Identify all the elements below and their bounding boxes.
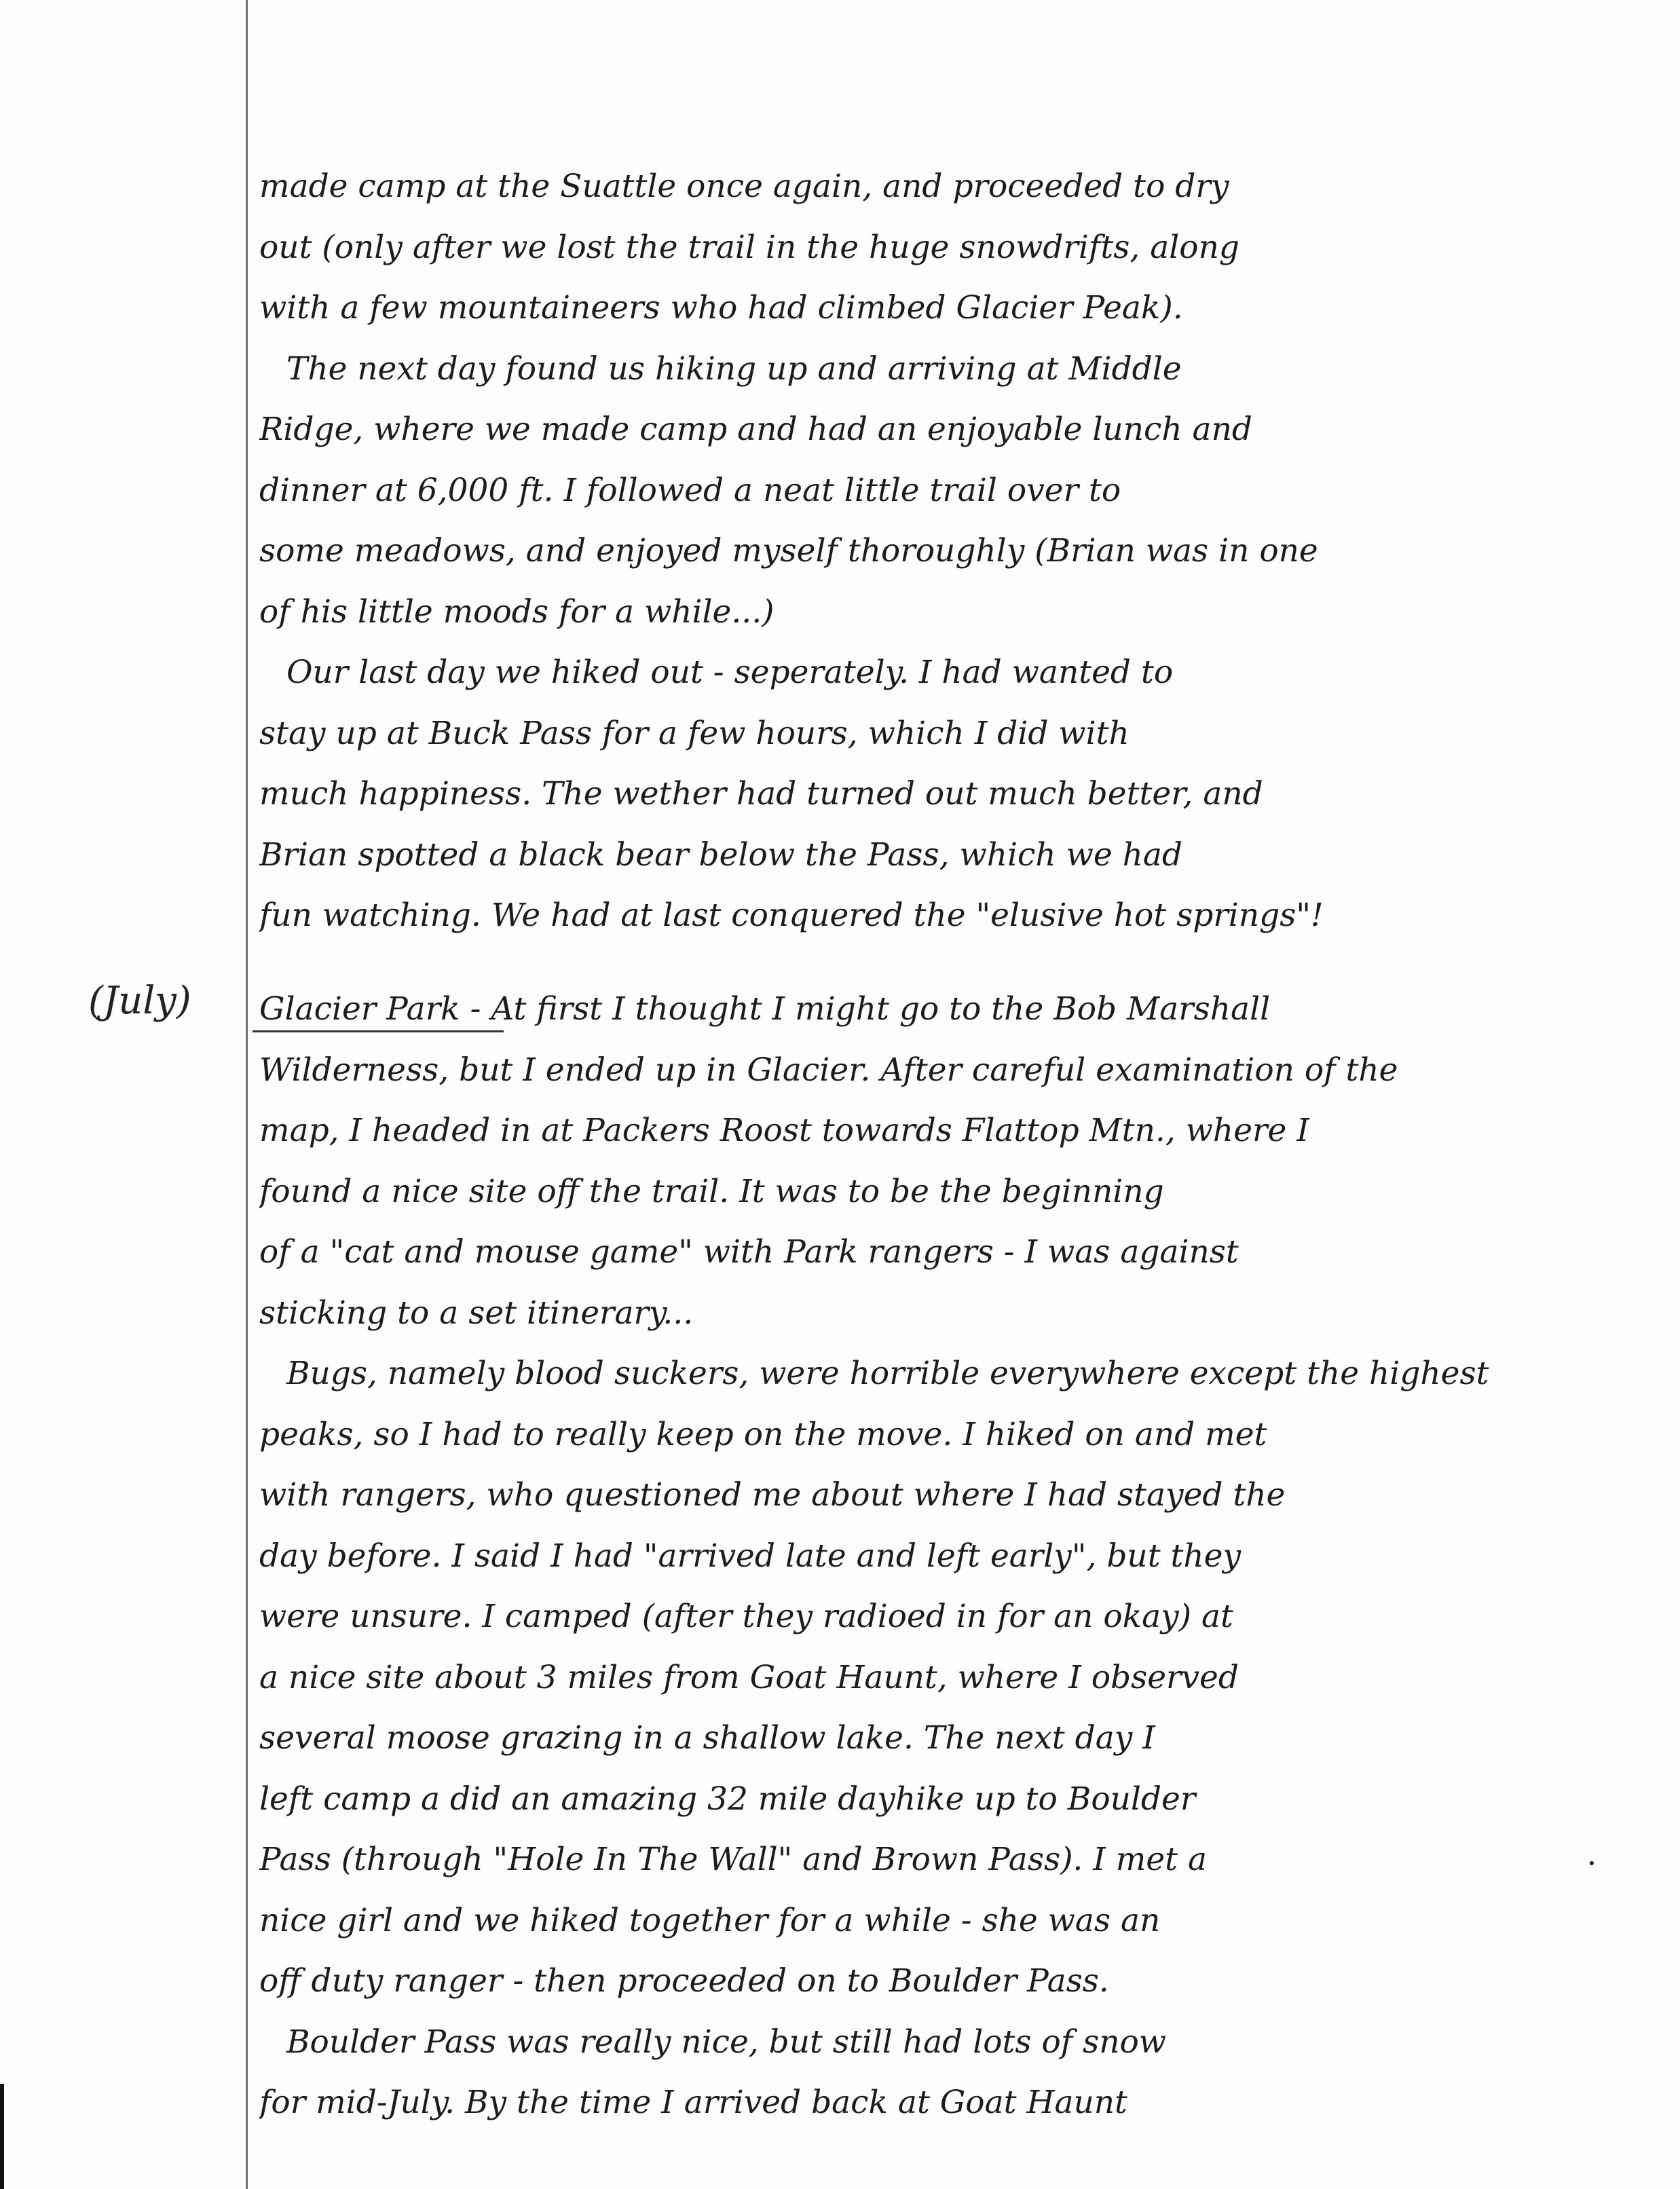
text-line: were unsure. I camped (after they radioed in for an okay) at: [259, 1598, 1233, 1635]
text-line: found a nice site off the trail. It was to be the beginning: [259, 1172, 1164, 1210]
text-line: some meadows, and enjoyed myself thoroughly (Brian was in one: [259, 532, 1318, 569]
text-line: dinner at 6,000 ft. I followed a neat little trail over to: [259, 471, 1121, 509]
text-line: nice girl and we hiked together for a while - she was an: [259, 1901, 1161, 1939]
text-line: with rangers, who questioned me about where I had stayed the: [259, 1476, 1286, 1514]
text-line: peaks, so I had to really keep on the move. I hiked on and met: [259, 1415, 1267, 1453]
text-line: a nice site about 3 miles from Goat Haunt, where I observed: [259, 1658, 1239, 1696]
entry-block-1: [259, 156, 1637, 946]
entry-block-2: [259, 979, 1637, 2133]
text-line: stay up at Buck Pass for a few hours, which I did with: [259, 714, 1130, 752]
text-line: of a "cat and mouse game" with Park rangers - I was against: [259, 1233, 1239, 1271]
margin-rule: [246, 0, 248, 2189]
text-line: Pass (through "Hole In The Wall" and Brown Pass). I met a: [259, 1841, 1208, 1878]
text-line: of his little moods for a while...): [259, 593, 774, 631]
text-line: several moose grazing in a shallow lake. The next day I: [259, 1719, 1155, 1757]
text-line: fun watching. We had at last conquered the "elusive hot springs"!: [259, 897, 1324, 934]
text-line: The next day found us hiking up and arriving at Middle: [286, 350, 1182, 388]
text-line: Glacier Park - At first I thought I might go to the Bob Marshall: [259, 990, 1271, 1028]
text-line: much happiness. The wether had turned out much better, and: [259, 775, 1263, 812]
text-line: out (only after we lost the trail in the huge snowdrifts, along: [259, 228, 1239, 266]
margin-date-note: (July): [88, 979, 191, 1023]
text-line: Our last day we hiked out - seperately. I had wanted to: [286, 654, 1174, 691]
text-line: for mid-July. By the time I arrived back at Goat Haunt: [259, 2084, 1127, 2121]
text-line: sticking to a set itinerary...: [259, 1294, 694, 1332]
text-line: Wilderness, but I ended up in Glacier. After careful examination of the: [259, 1051, 1398, 1089]
text-line: Brian spotted a black bear below the Pass, which we had: [259, 836, 1182, 874]
text-line: map, I headed in at Packers Roost towards Flattop Mtn., where I: [259, 1112, 1309, 1149]
text-line: Bugs, namely blood suckers, were horrible everywhere except the highest: [286, 1355, 1489, 1392]
text-line: Boulder Pass was really nice, but still had lots of snow: [286, 2023, 1167, 2061]
text-line: left camp a did an amazing 32 mile dayhike up to Boulder: [259, 1780, 1196, 1818]
text-line: made camp at the Suattle once again, and proceeded to dry: [259, 168, 1229, 205]
text-line: Ridge, where we made camp and had an enjoyable lunch and: [259, 411, 1252, 448]
text-line: day before. I said I had "arrived late and left early", but they: [259, 1537, 1242, 1575]
scan-edge-mark: [0, 2084, 4, 2189]
text-line: off duty ranger - then proceeded on to Boulder Pass.: [259, 1962, 1109, 2000]
text-line: with a few mountaineers who had climbed Glacier Peak).: [259, 289, 1183, 326]
